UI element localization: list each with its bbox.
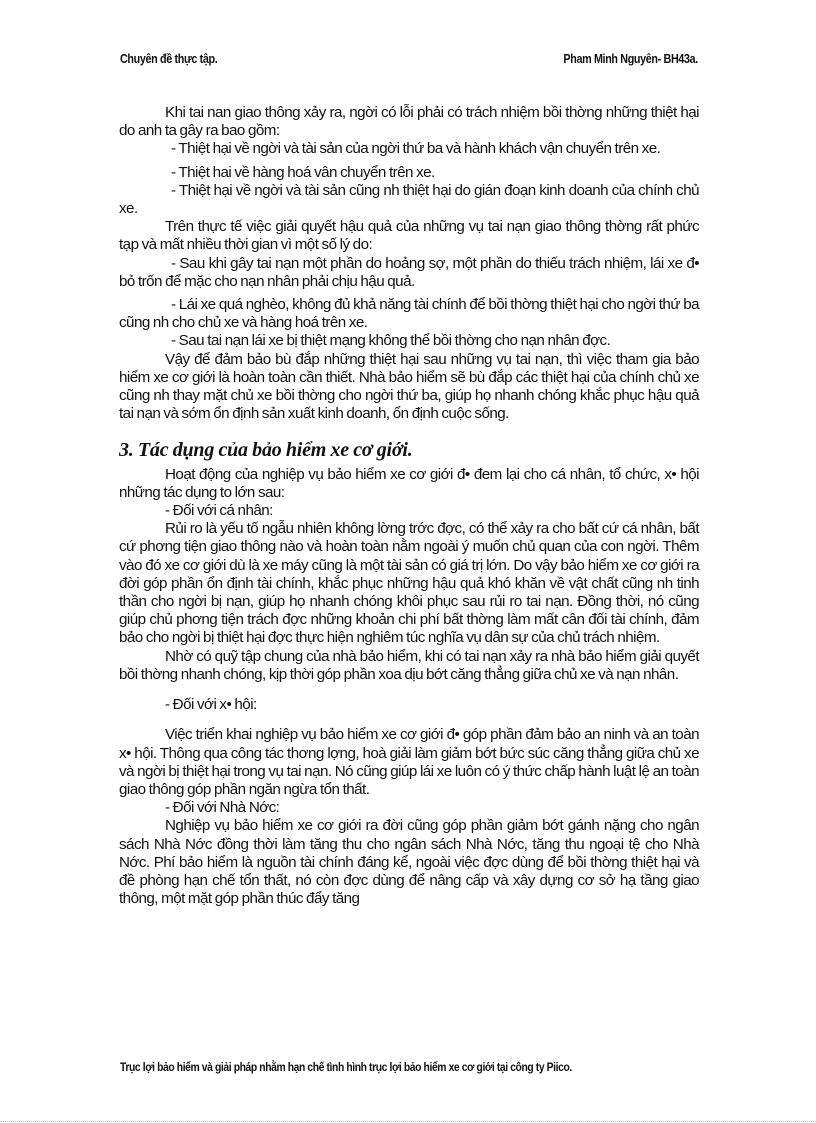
page-footer: Trục lợi bảo hiểm và giải pháp nhằm hạn chế tình hình trục lợi bảo hiểm xe cơ giới tại công ty Piico. xyxy=(120,1060,572,1074)
page-edge-divider xyxy=(0,1121,816,1122)
paragraph: - Đối với cá nhân: xyxy=(165,502,273,520)
paragraph: Hoạt động của nghiệp vụ bảo hiểm xe cơ giới đ• đem lại cho cá nhân, tổ chức, x• hội những tác dụng to lớn sau: xyxy=(119,465,699,501)
paragraph: - Thiệt hai về hàng hoá vân chuyển trên xe. xyxy=(171,163,435,181)
paragraph: Rủi ro là yếu tố ngẫu nhiên không lờng trớc đợc, có thể xảy ra cho bất cứ cá nhân, bất cứ phơng tiện giao thông nào và hoàn toàn nằm ngoài ý muốn chủ quan của con ngời. Thêm vào đó xe cơ giới dù là xe máy cũng là một tài sản có giá trị lớn. Do vậy bảo hiểm xe cơ giới ra đời góp phần ổn định tài chính, khắc phục những hậu quả khó khăn về vật chất cũng nh tinh thần cho ngời bị nạn, giúp họ nhanh chóng khôi phục sau rủi ro tai nạn. Đồng thời, nó cũng giúp chủ phơng tiện trách đợc những khoản chi phí bất thờng làm mất cân đối tài chính, đảm bảo cho ngời bị thiệt hại đợc thực hiện nghiêm túc nghĩa vụ dân sự của chủ trách nhiệm. xyxy=(119,520,699,647)
paragraph: Khi tai nan giao thông xảy ra, ngời có lỗi phải có trách nhiệm bồi thờng những thiệt hại do anh ta gây ra bao gồm: xyxy=(119,104,699,140)
page-header xyxy=(120,52,698,66)
paragraph: Việc triển khai nghiệp vụ bảo hiểm xe cơ giới đ• góp phần đảm bảo an ninh và an toàn x• hội. Thông qua công tác thơng lợng, hoà giải làm giảm bớt bức súc căng thẳng giữa chủ xe và ngời bị thiệt hại trong vụ tai nạn. Nó cũng giúp lái xe luôn có ý thức chấp hành luật lệ an toàn giao thông góp phần ngăn ngừa tổn thất. xyxy=(119,726,699,798)
section-heading: 3. Tác dụng của bảo hiểm xe cơ giới. xyxy=(119,439,413,462)
paragraph: Nhờ có quỹ tập chung của nhà bảo hiểm, khi có tai nạn xảy ra nhà bảo hiểm giải quyết bồi thờng nhanh chóng, kịp thời góp phần xoa dịu bớt căng thẳng giữa chủ xe và nạn nhân. xyxy=(119,647,699,683)
paragraph: - Sau khi gây tai nạn một phần do hoảng sợ, một phần do thiếu trách nhiệm, lái xe đ• bỏ trốn để mặc cho nạn nhân phải chịu hậu quả. xyxy=(119,254,699,290)
paragraph: Nghiệp vụ bảo hiểm xe cơ giới ra đời cũng góp phần giảm bớt gánh nặng cho ngân sách Nhà Nớc đồng thời làm tăng thu cho ngân sách Nhà Nớc, tăng thu ngoại tệ cho Nhà Nớc. Phí bảo hiểm là nguồn tài chính đáng kể, ngoài việc đợc dùng để bồi thờng thiệt hại và đề phòng hạn chế tổn thất, nó còn đợc dùng để nâng cấp và xây dựng cơ sở hạ tầng giao thông, một mặt góp phần thúc đẩy tăng xyxy=(119,817,699,908)
document-body xyxy=(119,104,699,908)
paragraph: - Đối với Nhà Nớc: xyxy=(165,799,280,817)
paragraph: Vậy để đảm bảo bù đắp những thiệt hại sau những vụ tai nạn, thì việc tham gia bảo hiểm xe cơ giới là hoàn toàn cần thiết. Nhà bảo hiểm sẽ bù đắp các thiệt hại của chính chủ xe cũng nh thay mặt chủ xe bồi thờng cho ngời thứ ba, giúp họ nhanh chóng khắc phục hậu quả tai nạn và sớm ổn định sản xuất kinh doanh, ổn định cuộc sống. xyxy=(119,350,699,423)
header-document-type: Chuyên đề thực tập. xyxy=(120,52,218,66)
paragraph: - Thiệt hại về ngời và tài sản cũng nh thiệt hại do gián đoạn kinh doanh của chính chủ xe. xyxy=(119,181,699,218)
paragraph: - Lái xe quá nghèo, không đủ khả năng tài chính để bồi thờng thiệt hại cho ngời thứ ba cũng nh cho chủ xe và hàng hoá trên xe. xyxy=(119,296,699,332)
paragraph: Trên thực tế việc giải quyết hậu quả của những vụ tai nạn giao thông thờng rất phức tạp và mất nhiều thời gian vì một số lý do: xyxy=(119,218,699,254)
paragraph: - Đối với x• hội: xyxy=(165,696,257,714)
header-author: Pham Minh Nguyên- BH43a. xyxy=(563,52,698,66)
paragraph: - Thiệt hại về ngời và tài sản của ngời thứ ba và hành khách vận chuyển trên xe. xyxy=(171,140,661,158)
paragraph: - Sau tai nạn lái xe bị thiệt mạng không thể bồi thờng cho nạn nhân đợc. xyxy=(171,332,611,350)
